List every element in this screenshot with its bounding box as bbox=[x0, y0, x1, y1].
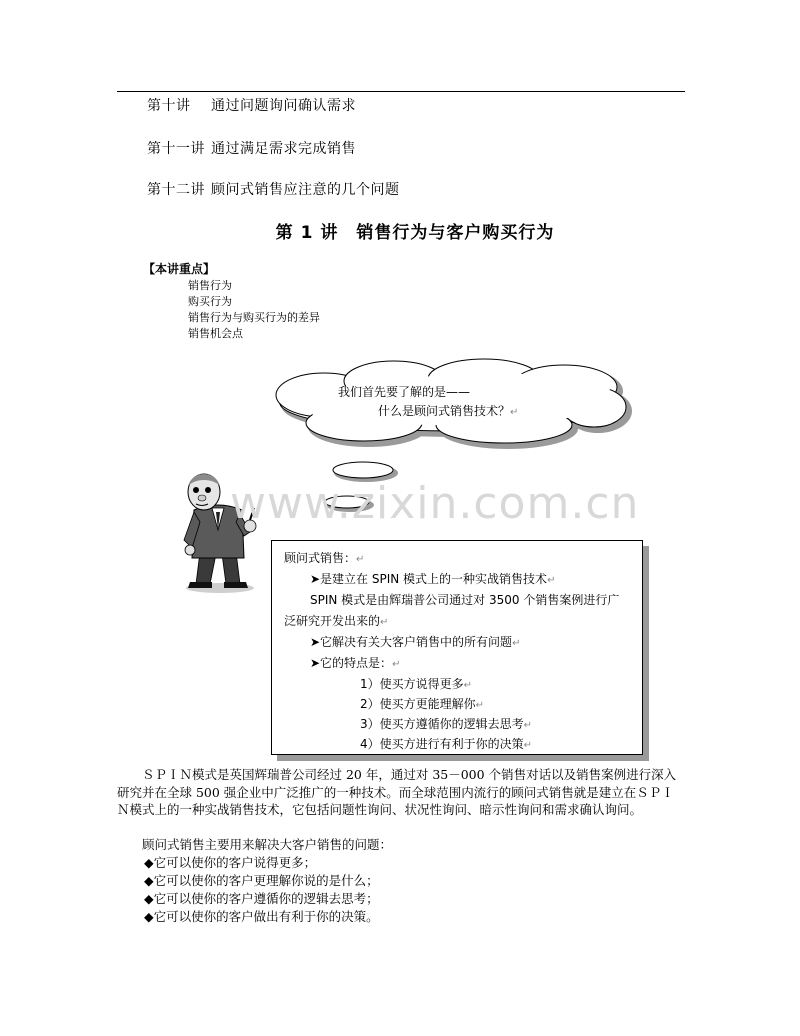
box-feature-1: 1）使买方说得更多↵ bbox=[360, 677, 473, 691]
bullet-item: ◆它可以使你的客户做出有利于你的决策。 bbox=[144, 909, 379, 924]
box-line-2b: 泛研究开发出来的↵ bbox=[284, 614, 389, 628]
definition-box bbox=[271, 540, 643, 755]
body-paragraph-1: ＳＰＩＮ模式是英国辉瑞普公司经过 20 年，通过对 35－000 个销售对话以及销售案例进行深入研究并在全球 500 强企业中广泛推广的一种技术。而全球范围内流行的顾问式销售就是建立在ＳＰＩＮ模式上的一种实战销售技术，它包括问题性询问、状况性询问、暗示性询问和需求确认询问。 bbox=[117, 767, 677, 817]
box-line-2a: SPIN 模式是由辉瑞普公司通过对 3500 个销售案例进行广 bbox=[310, 593, 620, 607]
body-paragraph-2: 顾问式销售主要用来解决大客户销售的问题： bbox=[142, 837, 393, 852]
chapter-title: 第 1 讲 销售行为与客户购买行为 bbox=[275, 223, 555, 243]
key-point-item: 购买行为 bbox=[188, 295, 232, 308]
box-line-1: ➤是建立在 SPIN 模式上的一种实战销售技术↵ bbox=[310, 572, 556, 586]
toc-item-12: 第十二讲 顾问式销售应注意的几个问题 bbox=[147, 182, 400, 198]
toc-item-10: 第十讲 通过问题询问确认需求 bbox=[147, 98, 356, 114]
box-feature-3: 3）使买方遵循你的逻辑去思考↵ bbox=[360, 717, 533, 731]
box-line-3: ➤它解决有关大客户销售中的所有问题↵ bbox=[310, 635, 521, 649]
key-point-item: 销售行为 bbox=[188, 279, 232, 292]
bullet-item: ◆它可以使你的客户说得更多； bbox=[144, 855, 317, 870]
toc-item-11: 第十一讲 通过满足需求完成销售 bbox=[147, 141, 356, 157]
key-point-item: 销售机会点 bbox=[188, 327, 243, 340]
thought-line-2: 什么是顾问式销售技术？↵ bbox=[378, 404, 519, 418]
header-rule bbox=[117, 91, 685, 92]
box-feature-2: 2）使买方更能理解你↵ bbox=[360, 697, 485, 711]
thought-line-1: 我们首先要了解的是—— bbox=[338, 385, 471, 399]
box-line-4: ➤它的特点是：↵ bbox=[310, 656, 401, 670]
bullet-item: ◆它可以使你的客户遵循你的逻辑去思考； bbox=[144, 891, 379, 906]
box-title: 顾问式销售：↵ bbox=[284, 551, 365, 565]
key-points-heading: 【本讲重点】 bbox=[143, 262, 216, 276]
key-point-item: 销售行为与购买行为的差异 bbox=[188, 311, 320, 324]
box-feature-4: 4）使买方进行有利于你的决策↵ bbox=[360, 737, 533, 751]
bullet-item: ◆它可以使你的客户更理解你说的是什么； bbox=[144, 873, 379, 888]
watermark: www.zixin.com.cn bbox=[230, 478, 640, 529]
